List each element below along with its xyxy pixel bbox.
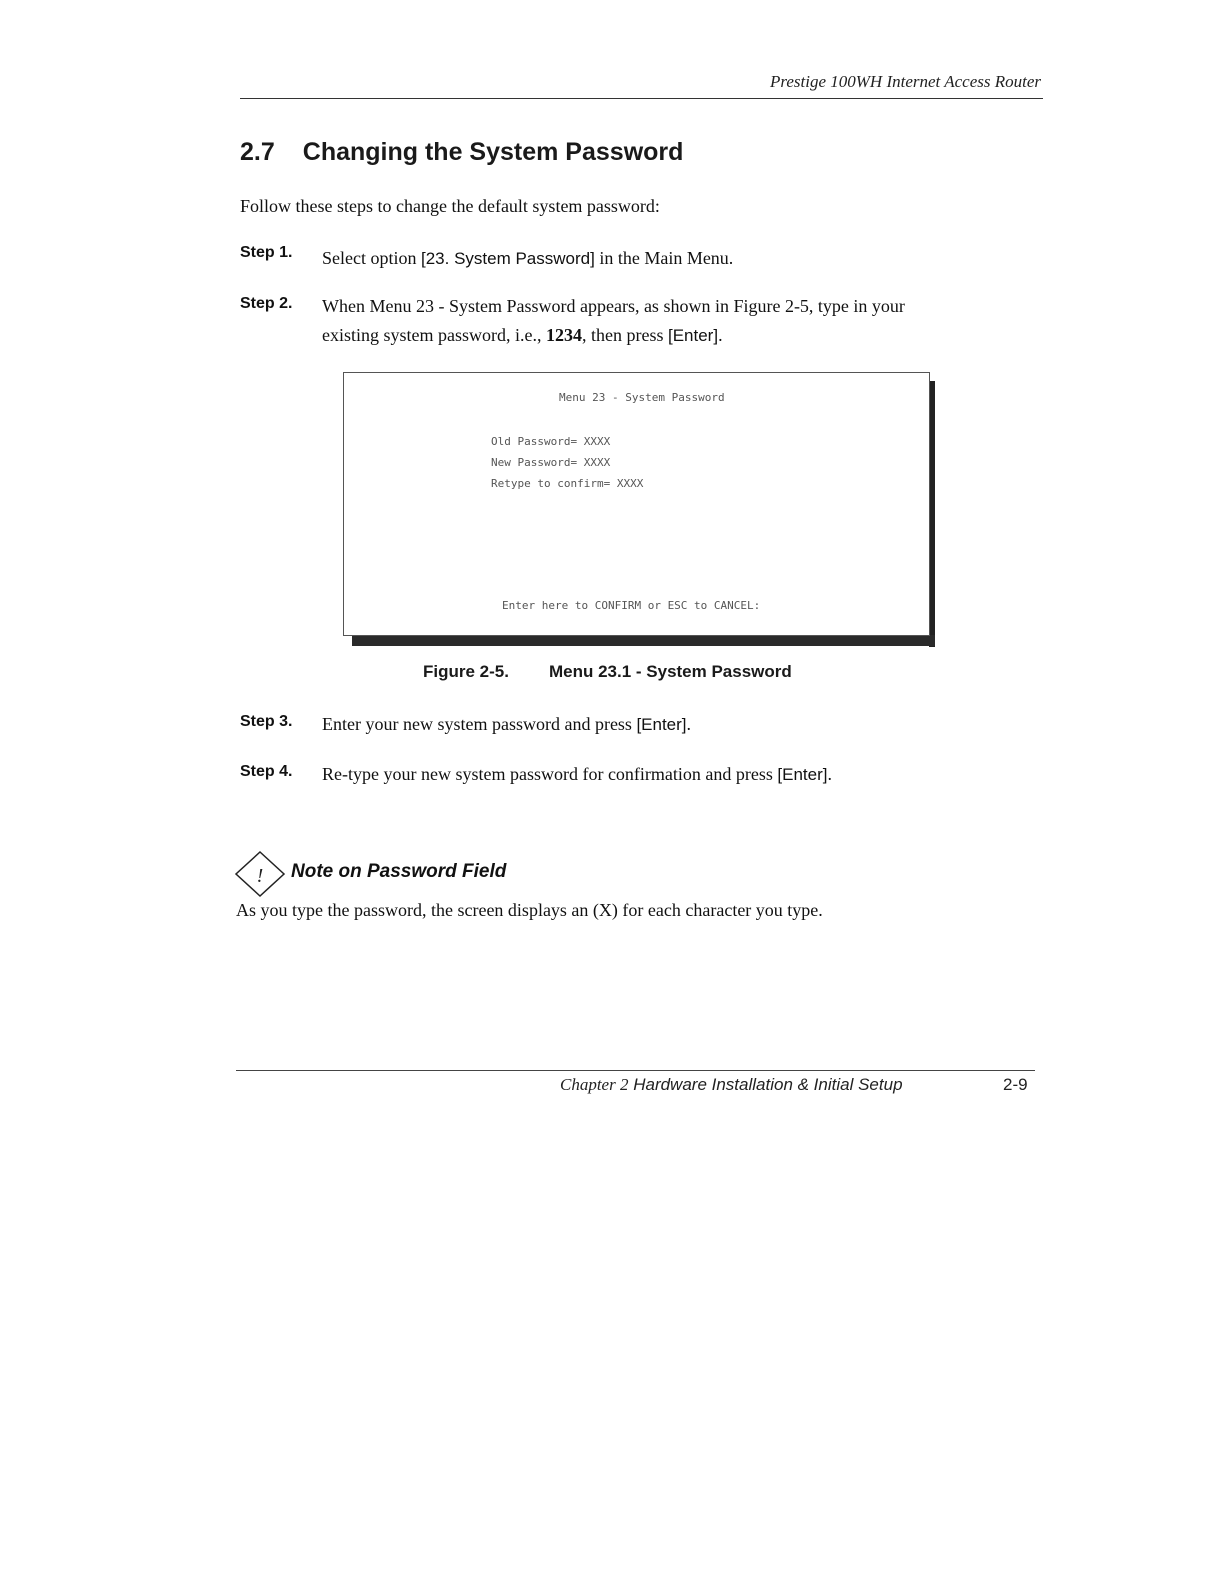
- step-text: Enter your new system password and press [Enter].: [322, 714, 692, 734]
- confirm-prompt: Enter here to CONFIRM or ESC to CANCEL:: [502, 599, 761, 612]
- note-text: As you type the password, the screen displays an (X) for each character you type.: [236, 900, 823, 920]
- step-text: When Menu 23 - System Password appears, as shown in Figure 2-5, type in your existing system password, i.e., 1234, then press [Enter].: [322, 296, 905, 345]
- running-header: Prestige 100WH Internet Access Router: [770, 72, 1041, 91]
- step-1: [240, 244, 1000, 273]
- header-rule: [240, 98, 1043, 99]
- step-label: Step 1.: [240, 244, 293, 261]
- section-title-text: Changing the System Password: [302, 138, 684, 166]
- default-password: 1234: [545, 325, 582, 345]
- step-label: Step 4.: [240, 763, 293, 780]
- footer-rule: [236, 1070, 1035, 1071]
- enter-key: [Enter]: [667, 326, 719, 345]
- figure-caption: [423, 662, 792, 682]
- section-title: [240, 138, 683, 167]
- step-4: [240, 760, 1000, 789]
- footer-chapter: [560, 1075, 903, 1095]
- note-title: Note on Password Field: [291, 861, 507, 882]
- step-2: [240, 292, 1000, 350]
- step-label: Step 3.: [240, 713, 293, 730]
- enter-key: [Enter]: [777, 765, 828, 784]
- figure-number: Figure 2-5.: [423, 662, 509, 681]
- step-3: [240, 710, 1000, 739]
- terminal-screen: [343, 372, 930, 636]
- old-password-field: Old Password= XXXX: [491, 435, 611, 448]
- svg-text:!: !: [256, 865, 264, 887]
- chapter-title: Hardware Installation & Initial Setup: [628, 1075, 903, 1094]
- retype-password-field: Retype to confirm= XXXX: [491, 477, 644, 490]
- figure-title: Menu 23.1 - System Password: [548, 662, 792, 681]
- chapter-label: Chapter 2: [560, 1075, 629, 1094]
- enter-key: [Enter]: [636, 715, 687, 734]
- screen-title: Menu 23 - System Password: [559, 391, 725, 404]
- intro-paragraph: Follow these steps to change the default system password:: [240, 196, 660, 216]
- menu-option: [23. System Password]: [420, 249, 595, 268]
- new-password-field: New Password= XXXX: [491, 456, 611, 469]
- step-text: Re-type your new system password for confirmation and press [Enter].: [322, 764, 832, 784]
- section-number: 2.7: [240, 138, 275, 166]
- step-label: Step 2.: [240, 295, 293, 312]
- note-diamond-icon: [234, 850, 286, 898]
- step-text: Select option [23. System Password] in the Main Menu.: [322, 248, 734, 268]
- page-number: 2-9: [1003, 1075, 1028, 1094]
- screen-shadow: [352, 635, 935, 646]
